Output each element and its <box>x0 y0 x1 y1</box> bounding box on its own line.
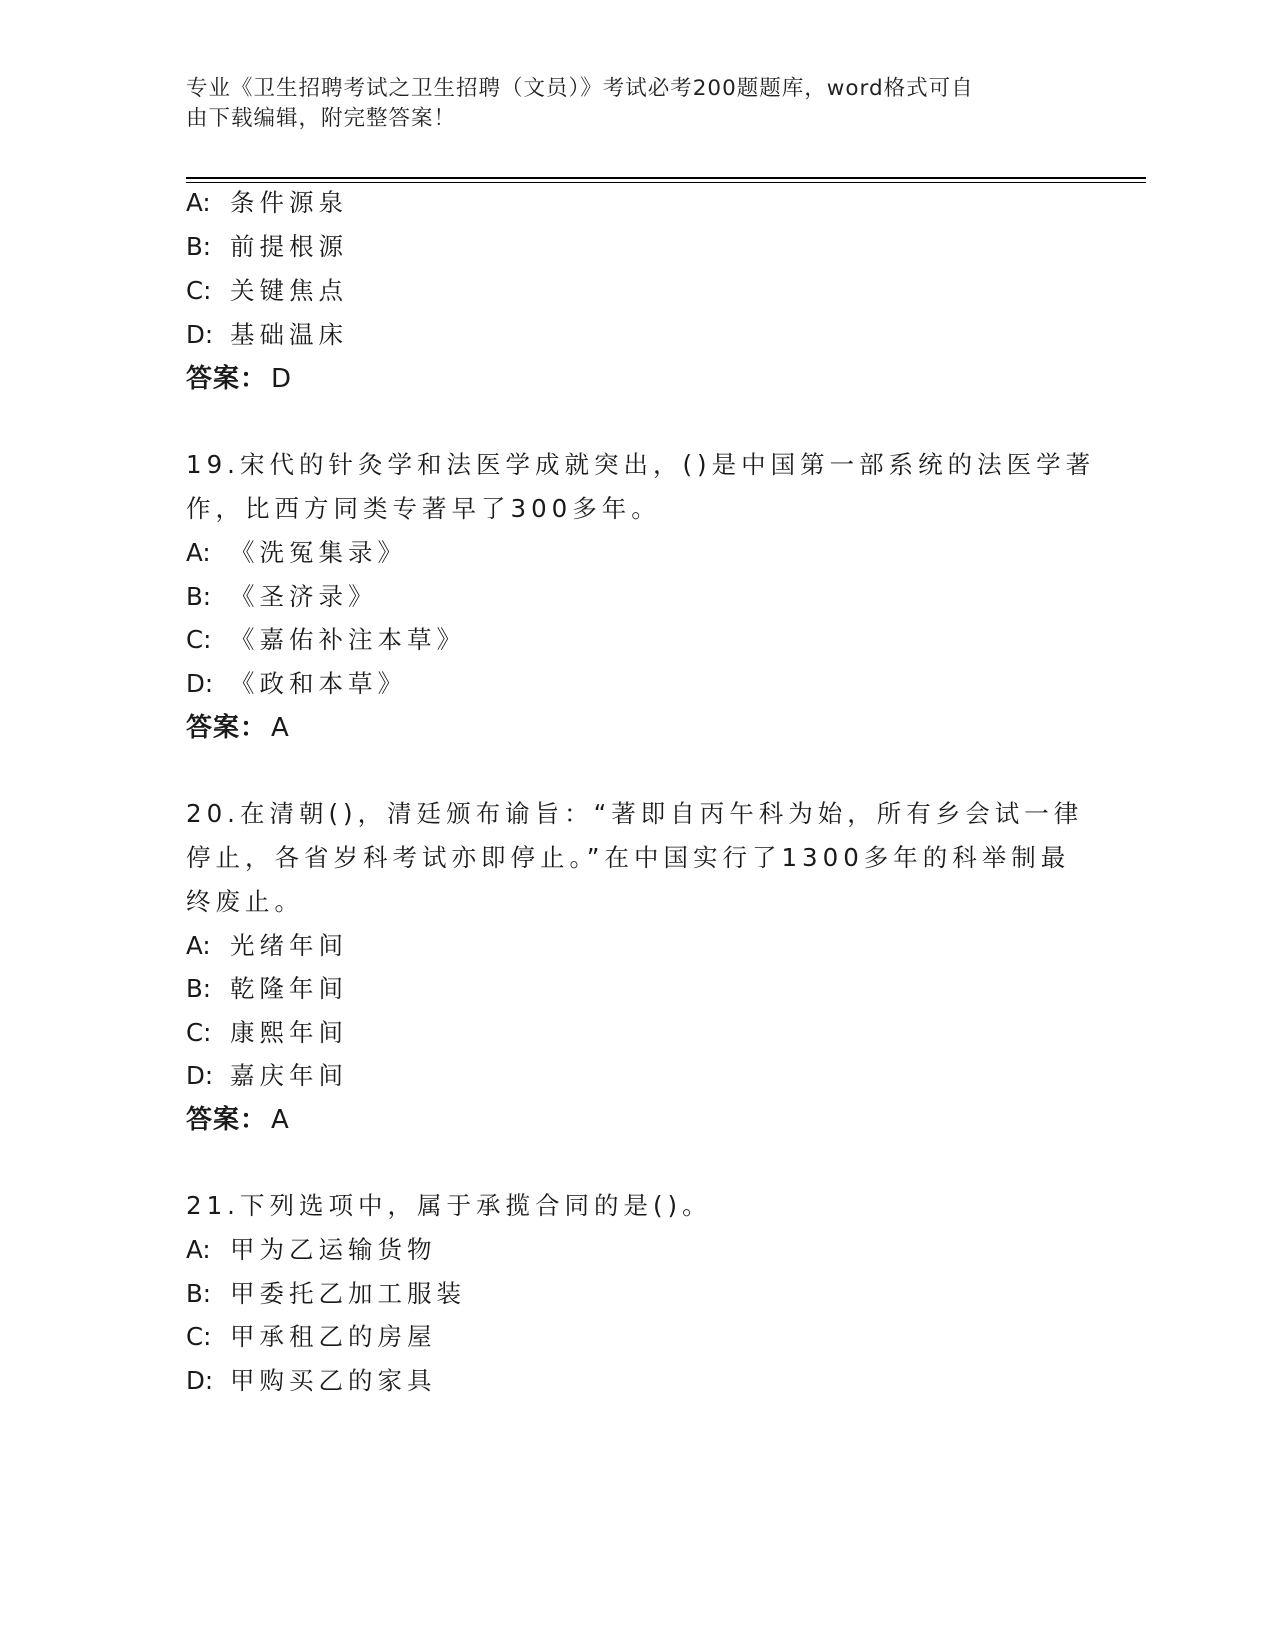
option-c <box>186 625 466 655</box>
option-letter: D: <box>186 320 214 349</box>
option-c <box>186 1322 437 1352</box>
answer-line <box>186 713 290 743</box>
option-d <box>186 320 348 350</box>
option-text: 甲购买乙的家具 <box>230 1366 437 1395</box>
answer-value: D <box>271 364 293 394</box>
option-text: 甲委托乙加工服装 <box>230 1279 466 1308</box>
answer-line <box>186 1105 290 1135</box>
question-19-line-2: 作，比西方同类专著早了300多年。 <box>186 494 661 523</box>
option-text: 康熙年间 <box>230 1018 348 1047</box>
option-text: 甲承租乙的房屋 <box>230 1322 437 1351</box>
option-letter: C: <box>186 625 212 654</box>
header-line-1: 专业《卫生招聘考试之卫生招聘（文员）》考试必考200题题库，word格式可自 <box>186 76 974 101</box>
answer-label: 答案： <box>186 1105 268 1135</box>
option-text: 《嘉佑补注本草》 <box>230 625 466 654</box>
option-b <box>186 1279 466 1309</box>
header-line-2: 由下载编辑，附完整答案！ <box>186 106 457 131</box>
option-d <box>186 1061 348 1091</box>
option-a <box>186 931 348 961</box>
question-19-line-1: 19.宋代的针灸学和法医学成就突出，()是中国第一部系统的法医学著 <box>186 450 1096 479</box>
option-text: 《政和本草》 <box>230 669 407 698</box>
option-text: 《洗冤集录》 <box>230 538 407 567</box>
option-text: 前提根源 <box>230 232 348 261</box>
question-20-line-3: 终废止。 <box>186 887 304 916</box>
option-letter: C: <box>186 1322 212 1351</box>
option-text: 条件源泉 <box>230 188 348 217</box>
option-letter: B: <box>186 1279 212 1308</box>
option-b <box>186 582 378 612</box>
option-text: 甲为乙运输货物 <box>230 1235 437 1264</box>
option-d <box>186 1366 437 1396</box>
option-letter: B: <box>186 232 212 261</box>
header-rule-thin <box>186 182 1146 183</box>
option-letter: B: <box>186 582 212 611</box>
question-20-line-1: 20.在清朝()，清廷颁布谕旨：“著即自丙午科为始，所有乡会试一律 <box>186 799 1084 828</box>
option-a <box>186 538 407 568</box>
option-letter: A: <box>186 1235 211 1264</box>
question-20-line-2: 停止，各省岁科考试亦即停止。”在中国实行了1300多年的科举制最 <box>186 843 1071 872</box>
question-21-line-1: 21.下列选项中，属于承揽合同的是()。 <box>186 1191 712 1220</box>
answer-line <box>186 364 292 394</box>
answer-label: 答案： <box>186 364 268 394</box>
answer-value: A <box>271 1105 290 1135</box>
option-letter: A: <box>186 188 211 217</box>
option-letter: A: <box>186 538 211 567</box>
document-header <box>186 74 1066 134</box>
option-letter: A: <box>186 931 211 960</box>
option-c <box>186 276 348 306</box>
option-letter: D: <box>186 669 214 698</box>
option-text: 光绪年间 <box>230 931 348 960</box>
option-d <box>186 669 407 699</box>
header-rule-thick <box>186 177 1146 179</box>
option-letter: D: <box>186 1061 214 1090</box>
option-b <box>186 232 348 262</box>
option-text: 基础温床 <box>230 320 348 349</box>
option-a <box>186 1235 437 1265</box>
option-c <box>186 1018 348 1048</box>
option-letter: C: <box>186 1018 212 1047</box>
answer-label: 答案： <box>186 713 268 743</box>
option-letter: D: <box>186 1366 214 1395</box>
option-letter: B: <box>186 974 212 1003</box>
option-text: 乾隆年间 <box>230 974 348 1003</box>
option-text: 嘉庆年间 <box>230 1061 348 1090</box>
option-a <box>186 188 348 218</box>
answer-value: A <box>271 713 290 743</box>
option-text: 《圣济录》 <box>230 582 378 611</box>
option-letter: C: <box>186 276 212 305</box>
option-b <box>186 974 348 1004</box>
option-text: 关键焦点 <box>230 276 348 305</box>
